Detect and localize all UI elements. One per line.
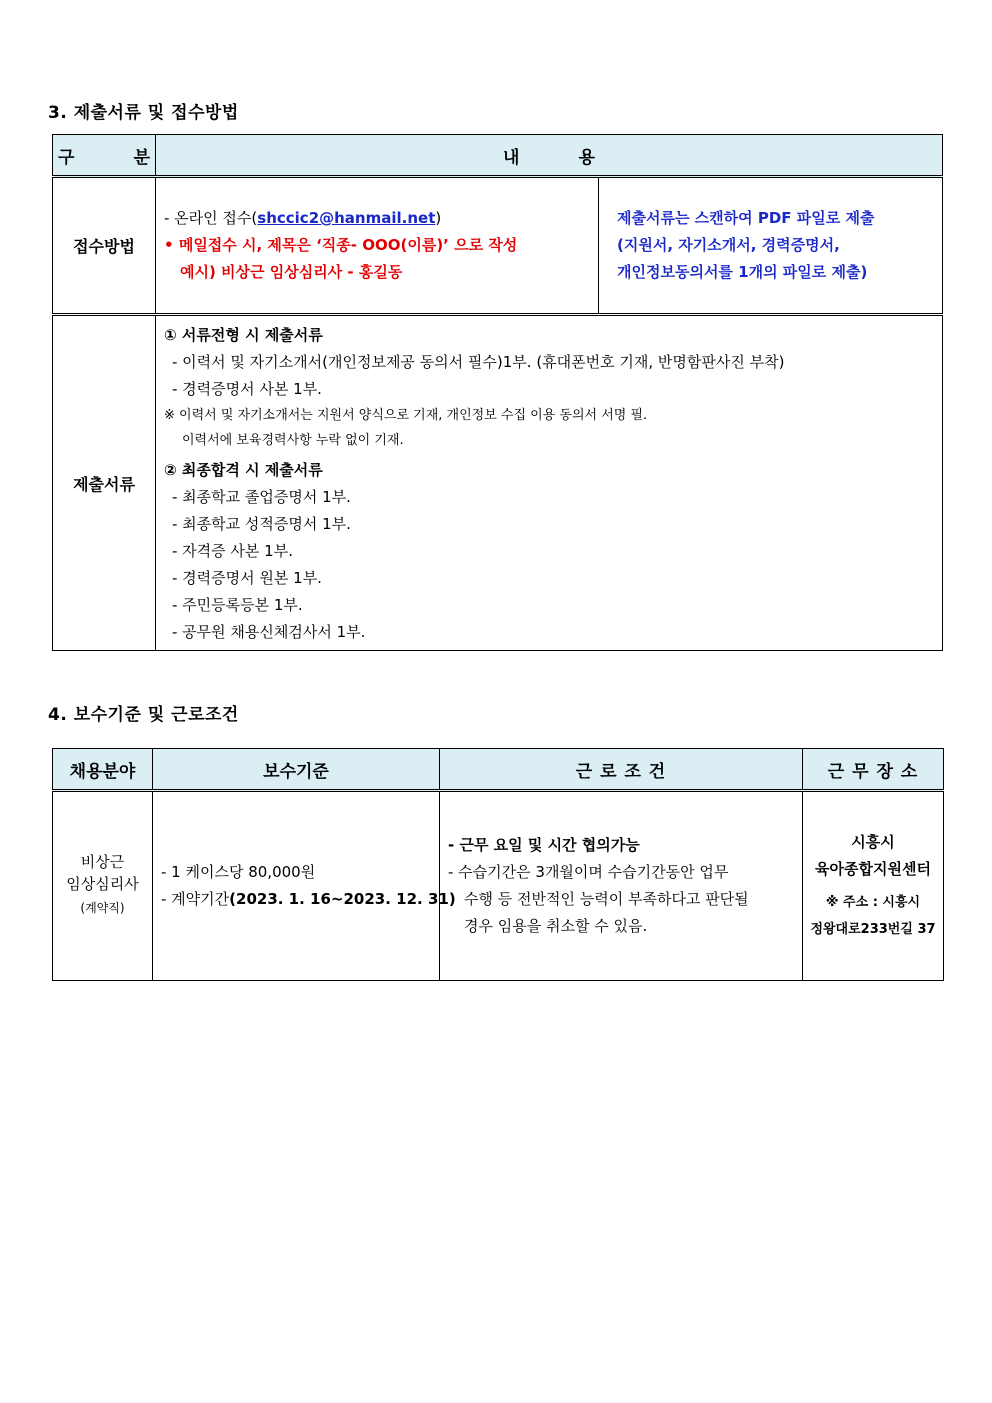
header-workplace: 근 무 장 소 (803, 749, 944, 791)
list-item: - 자격증 사본 1부. (172, 542, 293, 560)
header-field: 채용분야 (53, 749, 153, 791)
group1-title: ① 서류전형 시 제출서류 (164, 326, 323, 344)
reception-file-note: 제출서류는 스캔하여 PDF 파일로 제출 (지원서, 자기소개서, 경력증명서, 개인정보동의서를 1개의 파일로 제출) (599, 177, 943, 315)
workplace-cell: 시흥시 육아종합지원센터 ※ 주소 : 시흥시 정왕대로233번길 37 (803, 791, 944, 981)
documents-content (156, 315, 943, 651)
list-item: - 최종학교 졸업증명서 1부. (172, 488, 351, 506)
conditions-cell: - 근무 요일 및 시간 협의가능 - 수습기간은 3개월이며 수습기간동안 업무 수행 등 전반적인 능력이 부족하다고 판단될 경우 임용을 취소할 수 있음. (440, 791, 803, 981)
reception-label: 접수방법 (53, 177, 156, 315)
list-item: - 최종학교 성적증명서 1부. (172, 515, 351, 533)
header-content: 내 용 (156, 135, 943, 177)
mail-subject-note: • 메일접수 시, 제목은 ‘직종- OOO(이름)’ 으로 작성 (164, 236, 518, 254)
online-reception-line: - 온라인 접수(shccic2@hanmail.net) (164, 209, 442, 227)
list-item: - 공무원 채용신체검사서 1부. (172, 623, 366, 641)
list-item: - 이력서 및 자기소개서(개인정보제공 동의서 필수)1부. (휴대폰번호 기재, 반명함판사진 부착) (172, 353, 785, 371)
list-item: - 경력증명서 사본 1부. (172, 380, 322, 398)
bullet-icon: • (164, 236, 174, 254)
list-item: - 주민등록등본 1부. (172, 596, 303, 614)
reception-content (156, 177, 599, 315)
note-line: ※ 이력서 및 자기소개서는 지원서 양식으로 기재, 개인정보 수집 이용 동의서 서명 필. (164, 408, 648, 423)
group2-title: ② 최종합격 시 제출서류 (164, 461, 323, 479)
pay-cell: - 1 케이스당 80,000원 - 계약기간(2023. 1. 16~2023. 12. 31) (153, 791, 440, 981)
field-cell: 비상근 임상심리사 (계약직) (53, 791, 153, 981)
section3-title: 3. 제출서류 및 접수방법 (48, 103, 239, 123)
list-item: - 경력증명서 원본 1부. (172, 569, 322, 587)
header-conditions: 근 로 조 건 (440, 749, 803, 791)
pay-conditions-table (52, 748, 944, 981)
email-link[interactable]: shccic2@hanmail.net (257, 209, 436, 227)
documents-label: 제출서류 (53, 315, 156, 651)
note-line: 이력서에 보육경력사항 누락 없이 기재. (182, 433, 404, 448)
header-pay: 보수기준 (153, 749, 440, 791)
mail-example: 예시) 비상근 임상심리사 - 홍길동 (180, 263, 403, 281)
section4-title: 4. 보수기준 및 근로조건 (48, 705, 239, 725)
header-category: 구 분 (53, 135, 156, 177)
submission-table (52, 134, 943, 651)
